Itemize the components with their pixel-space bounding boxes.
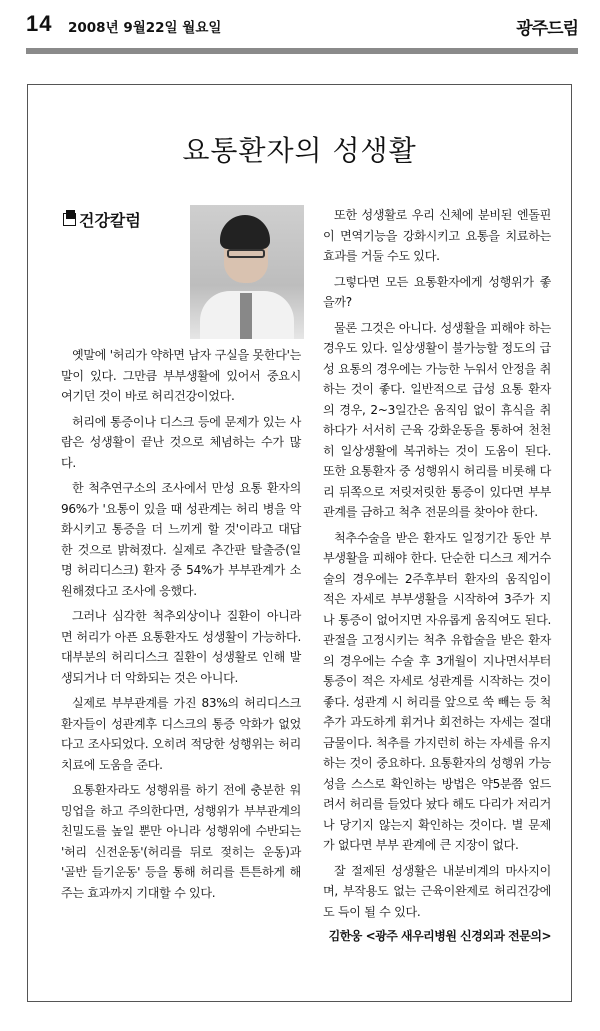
paragraph: 또한 성생활로 우리 신체에 분비된 엔돌핀이 면역기능을 강화시키고 요통을 치료하는 효과를 거둘 수도 있다. [323, 208, 551, 263]
photo-tie [240, 293, 252, 339]
column-tag [63, 208, 141, 231]
paragraph: 잘 절제된 성생활은 내분비계의 마사지이며, 부작용도 없는 근육이완제로 허리건강에도 득이 될 수 있다. [323, 863, 551, 919]
page-number: 14 [26, 11, 53, 36]
article-left-column [61, 345, 301, 908]
column-tag-label: 건강칼럼 [79, 211, 141, 230]
paragraph: 한 척추연구소의 조사에서 만성 요통 환자의 96%가 '요통이 있을 때 성관계는 허리 병을 악화시키고 통증을 더 느끼게 할 것'이라고 대답한 것으로 밝혀졌다. 실제로 추간판 탈출증(일명 허리디스크) 환자 중 54%가 부부관계가 소원해졌다고 조사에 응했다. [61, 481, 301, 598]
article-right-column [323, 205, 551, 944]
paragraph: 허리에 통증이나 디스크 등에 문제가 있는 사람은 성생활이 끝난 것으로 체념하는 수가 많다. [61, 414, 301, 470]
paragraph: 요통환자라도 성행위를 하기 전에 충분한 워밍업을 하고 주의한다면, 성행위가 부부관계의 친밀도를 높일 뿐만 아니라 성행위에 수반되는 '허리 신전운동'(허리를 뒤로 젖히는 운동)과 '골반 들기운동' 등을 통해 허리를 튼튼하게 해주는 효과까지 기대할 수 있다. [61, 783, 301, 900]
paragraph: 실제로 부부관계를 가진 83%의 허리디스크 환자들이 성관계후 디스크의 통증 악화가 없었다고 조사되었다. 오히려 적당한 성행위는 허리치료에 도움을 준다. [61, 696, 301, 772]
column-marker-icon [63, 213, 76, 226]
paragraph: 옛말에 '허리가 약하면 남자 구실을 못한다'는 말이 있다. 그만큼 부부생활에 있어서 중요시 여기던 것이 바로 허리건강이었다. [61, 348, 301, 403]
page-header [26, 10, 578, 40]
paragraph: 척추수술을 받은 환자도 일정기간 동안 부부생활을 피해야 한다. 단순한 디스크 제거수술의 경우에는 2주후부터 환자의 움직임이 적은 자세로 부부생활을 시작하여 3주가 지나 통증이 없어지면 자유롭게 움직여도 된다. 관절을 고정시키는 척추 유합술을 받은 환자의 경우에는 수술 후 3개월이 지나면서부터 통증이 적은 자세로 성관계를 시작하는 것이 좋다. 성관계 시 허리를 앞으로 쑥 빼는 등 척추가 과도하게 휘거나 회전하는 자세는 절대 금물이다. 척추를 가지런히 하는 자세를 유지하는 것이 중요하다. 요통환자의 성행위 가능성을 스스로 확인하는 방법은 약5분쯤 엎드려서 허리를 들었다 놨다 해도 다리가 저리거나 당기지 않는지 확인하는 것이다. 별 문제가 없다면 부부 관계에 큰 지장이 없다. [323, 530, 551, 852]
newspaper-name: 광주드림 [516, 19, 578, 39]
article-title: 요통환자의 성생활 [182, 134, 417, 167]
paragraph: 그러나 심각한 척추외상이나 질환이 아니라면 허리가 아픈 요통환자도 성생활이 가능하다. 대부분의 허리디스크 질환이 성생활로 인해 발생되거나 더 악화되는 것은 아니다. [61, 609, 301, 685]
paragraph: 물론 그것은 아니다. 성생활을 피해야 하는 경우도 있다. 일상생활이 불가능할 정도의 급성 요통의 경우에는 가능한 누워서 안정을 취하는 것이 좋다. 일반적으로 급성 요통 환자의 경우, 2~3일간은 움직임 없이 휴식을 취하다가 서서히 근육 강화운동을 통하여 천천히 일상생활에 복귀하는 것이 도움이 된다. 또한 요통환자 중 성행위시 허리를 비롯해 다리 뒤쪽으로 저릿저릿한 통증이 있다면 부부관계를 금하고 척추 전문의를 찾아야 한다. [323, 320, 551, 519]
article-box [27, 84, 572, 1002]
paragraph: 그렇다면 모든 요통환자에게 성행위가 좋을까? [323, 274, 551, 309]
header-rule [26, 48, 578, 54]
author-byline: 김한웅 <광주 새우리병원 신경외과 전문의> [328, 929, 551, 943]
author-photo [190, 205, 304, 339]
photo-hair [220, 215, 270, 249]
photo-glasses [227, 249, 265, 258]
issue-date: 2008년 9월22일 월요일 [68, 20, 222, 36]
